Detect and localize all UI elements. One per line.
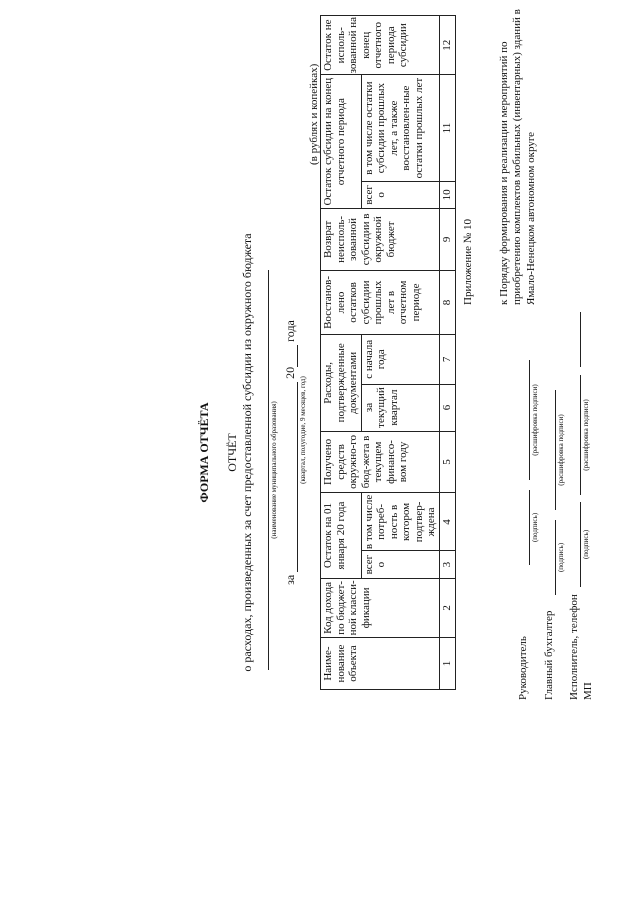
appendix-number: Приложение № 10 xyxy=(462,218,474,305)
header-object-name: Наиме-нование объекта xyxy=(321,638,440,690)
year-blank xyxy=(286,345,298,367)
column-number: 10 xyxy=(439,181,455,208)
year-suffix: года xyxy=(283,320,297,342)
appendix-text: к Порядку формирования и реализации мероприятий по приобретению комплектов мобильных (инвентарных) зданий в Ямало-Ненецком автономном округе xyxy=(497,9,537,305)
period-blank xyxy=(286,382,298,572)
executor-sign-caption: (подпись) xyxy=(582,529,590,560)
column-number: 11 xyxy=(439,75,455,181)
header-quarter: за текущий квартал xyxy=(361,384,439,431)
header-balance-end: Остаток субсидии на конец отчетного периода xyxy=(321,75,362,209)
column-number: 4 xyxy=(439,493,455,551)
column-number: 8 xyxy=(439,270,455,334)
period-za: за xyxy=(283,574,297,585)
head-decode-caption: (расшифровка подписи) xyxy=(531,384,539,456)
municipality-caption: (наименование муниципального образования) xyxy=(270,401,278,539)
header-year: с начала года xyxy=(361,335,439,384)
column-number: 6 xyxy=(439,384,455,431)
header-balance-start: Остаток на 01 января 20 года xyxy=(321,493,362,578)
accountant-sign-caption: (подпись) xyxy=(557,542,565,573)
year-prefix: 20 xyxy=(283,366,297,379)
header-restored: Восстанов-лено остатков субсидии прошлых лет в отчетном периоде xyxy=(321,270,440,334)
executor-decode-caption: (расшифровка подписи) xyxy=(582,399,590,471)
header-received: Получено средств окружно-го бюд-жета в текущем финансо-вом году xyxy=(321,431,440,493)
header-expenses: Расходы, подтвержденные документами xyxy=(321,335,362,431)
accountant-decode-line xyxy=(555,390,556,510)
accountant-decode-caption: (расшифровка подписи) xyxy=(557,414,565,486)
stamp-label: МП xyxy=(582,682,594,700)
column-number: 9 xyxy=(439,208,455,270)
header-returned: Возврат неисполь-зованной субсидии в окружной бюджет xyxy=(321,208,440,270)
units-note: (в рублях и копейках) xyxy=(308,63,320,165)
column-number: 2 xyxy=(439,578,455,637)
appendix-block xyxy=(462,5,538,305)
period-line xyxy=(283,0,298,905)
period-caption: (квартал, полугодие, 9 месяцев, год) xyxy=(299,376,307,484)
head-sign-caption: (подпись) xyxy=(531,512,539,543)
header-end-total: всего xyxy=(361,181,439,208)
column-number: 3 xyxy=(439,551,455,578)
header-income-code: Код дохода по бюджет-ной класси-фикации xyxy=(321,578,440,637)
executor-label: Исполнитель, телефон xyxy=(568,594,580,700)
municipality-line xyxy=(268,270,269,670)
header-end-prior: в том числе остатки субсидии прошлых лет, а также восстановлен-ные остатки прошлых лет xyxy=(361,75,439,181)
column-number: 5 xyxy=(439,431,455,493)
executor-sign-line xyxy=(580,502,581,587)
header-start-confirmed: в том числе потреб-ность в котором подтвер-ждена xyxy=(362,494,437,550)
report-title: ОТЧЁТ xyxy=(225,433,239,472)
head-sign-line xyxy=(529,490,530,565)
accountant-label: Главный бухгалтер xyxy=(543,610,555,700)
report-table xyxy=(320,15,456,690)
executor-phone-line xyxy=(580,312,581,367)
column-number: 7 xyxy=(439,335,455,384)
accountant-sign-line xyxy=(555,520,556,595)
header-unused: Остаток не исполь-зованной на конец отчетного периода субсидии xyxy=(321,16,440,75)
column-number: 1 xyxy=(439,638,455,690)
executor-decode-line xyxy=(580,375,581,495)
form-title: ФОРМА ОТЧЁТА xyxy=(197,402,211,503)
head-decode-line xyxy=(529,360,530,480)
column-number: 12 xyxy=(439,16,455,75)
head-label: Руководитель xyxy=(517,636,529,700)
header-start-total: всего xyxy=(361,551,439,578)
report-subtitle: о расходах, произведенных за счет предоставленной субсидии из окружного бюджета xyxy=(240,233,254,672)
